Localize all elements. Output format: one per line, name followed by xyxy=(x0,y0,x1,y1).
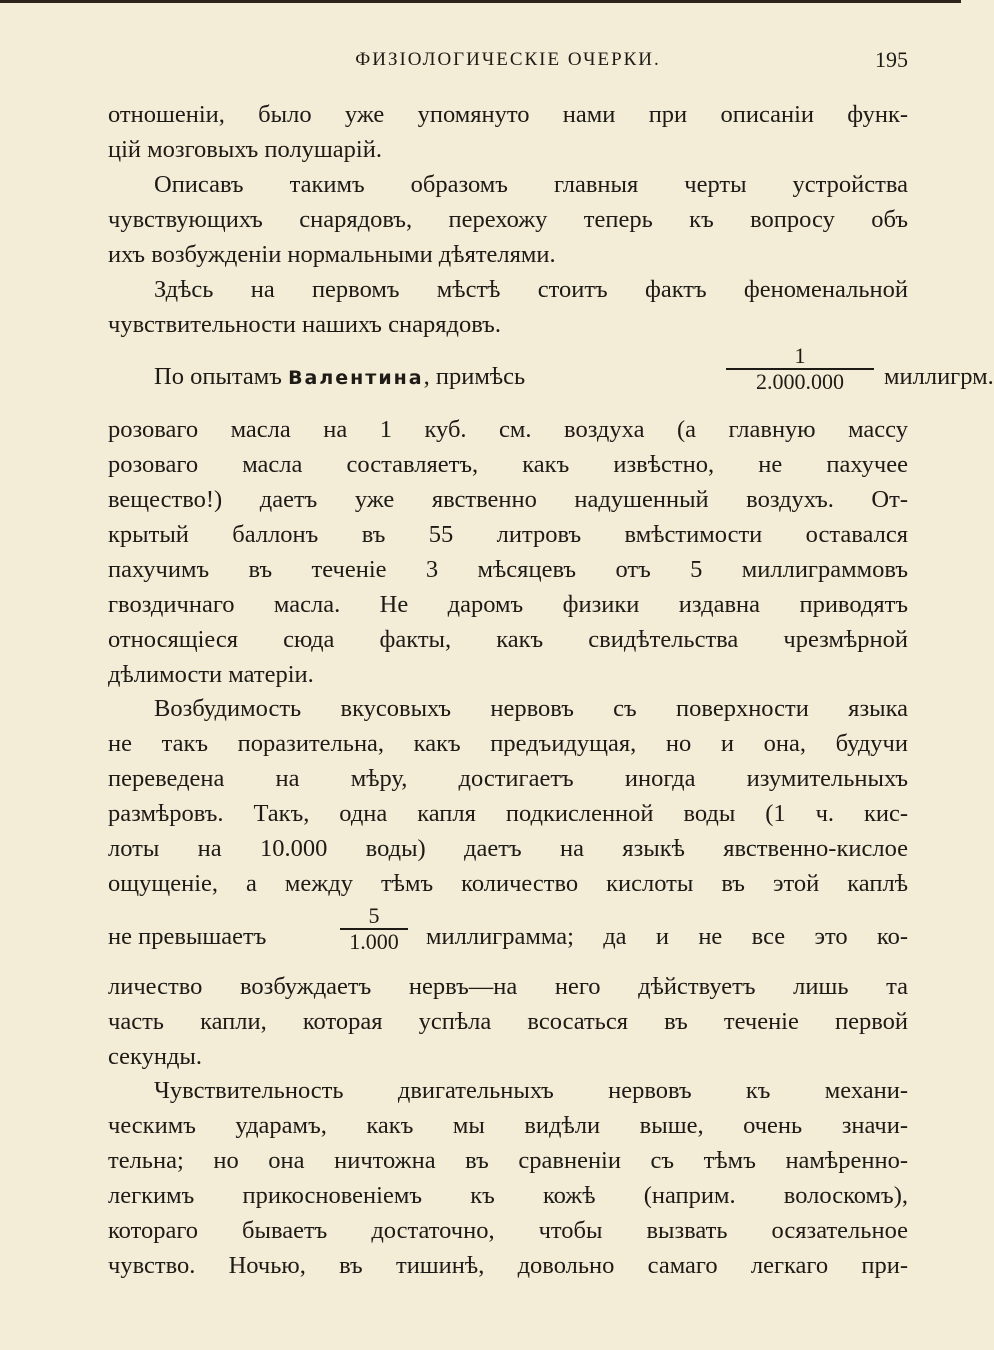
text-line: легкимъ прикосновенiемъ къ кожѣ (наприм. волоскомъ), xyxy=(108,1182,908,1209)
text-line: розоваго масла на 1 куб. см. воздуха (а главную массу xyxy=(108,416,908,443)
text-line: гвоздичнаго масла. Не даромъ физики издавна приводятъ xyxy=(108,591,908,618)
text-line: тельна; но она ничтожна въ сравненiи съ тѣмъ намѣренно- xyxy=(108,1147,908,1174)
fraction-numerator: 5 xyxy=(368,903,380,928)
formula-line xyxy=(108,904,908,964)
running-title: ФИЗIОЛОГИЧЕСКIЕ ОЧЕРКИ. xyxy=(355,49,661,70)
text-line: секунды. xyxy=(108,1043,203,1070)
text-line: котораго бываетъ достаточно, чтобы вызвать осязательное xyxy=(108,1217,908,1244)
fraction xyxy=(340,904,408,954)
formula-text-before: По опытамъ xyxy=(154,363,289,390)
page-header xyxy=(108,46,908,74)
text-line: чувствительности нашихъ снарядовъ. xyxy=(108,311,501,338)
text-line: цiй мозговыхъ полушарiй. xyxy=(108,136,382,163)
text-line: относящiеся сюда факты, какъ свидѣтельства чрезмѣрной xyxy=(108,626,908,653)
fraction xyxy=(726,344,874,394)
formula-text-after: миллиграмма; да и не все это ко- xyxy=(426,923,908,950)
text-line: Возбудимость вкусовыхъ нервовъ съ поверхности языка xyxy=(154,695,908,722)
formula-line xyxy=(108,343,994,404)
text-line: Чувствительность двигательныхъ нервовъ къ механи- xyxy=(154,1077,908,1104)
text-line: личество возбуждаетъ нервъ—на него дѣйствуетъ лишь та xyxy=(108,973,908,1000)
fraction-denominator: 2.000.000 xyxy=(756,368,844,394)
text-line: не такъ поразительна, какъ предъидущая, но и она, будучи xyxy=(108,730,908,757)
page-top-edge xyxy=(0,0,961,3)
text-line: ихъ возбужденiи нормальными дѣятелями. xyxy=(108,241,556,268)
author-name: Валентина xyxy=(288,367,424,389)
text-line: дѣлимости матерiи. xyxy=(108,661,314,688)
text-line: чувствующихъ снарядовъ, перехожу теперь къ вопросу объ xyxy=(108,206,908,233)
text-line: пахучимъ въ теченiе 3 мѣсяцевъ отъ 5 миллиграммовъ xyxy=(108,556,908,583)
text-line: вещество!) даетъ уже явственно надушенный воздухъ. От- xyxy=(108,486,908,513)
text-line: Описавъ такимъ образомъ главныя черты устройства xyxy=(154,171,908,198)
fraction-numerator: 1 xyxy=(794,343,806,368)
formula-text-before: не превышаетъ xyxy=(108,923,267,950)
text-line: лоты на 10.000 воды) даетъ на языкѣ явственно-кислое xyxy=(108,835,908,862)
text-line: размѣровъ. Такъ, одна капля подкисленной воды (1 ч. кис- xyxy=(108,800,908,827)
text-line: ощущенiе, а между тѣмъ количество кислоты въ этой каплѣ xyxy=(108,870,908,897)
text-line: розоваго масла составляетъ, какъ извѣстно, не пахучее xyxy=(108,451,908,478)
formula-text-after-name: , примѣсь xyxy=(423,363,526,390)
text-line: Здѣсь на первомъ мѣстѣ стоитъ фактъ феноменальной xyxy=(154,276,908,303)
formula-text-after: миллигрм. xyxy=(884,363,994,390)
text-line: чувство. Ночью, въ тишинѣ, довольно самаго легкаго при- xyxy=(108,1252,908,1279)
text-line: переведена на мѣру, достигаетъ иногда изумительныхъ xyxy=(108,765,908,792)
fraction-denominator: 1.000 xyxy=(349,928,399,954)
text-line: ческимъ ударамъ, какъ мы видѣли выше, очень значи- xyxy=(108,1112,908,1139)
text-line: часть капли, которая успѣла всосаться въ теченiе первой xyxy=(108,1008,908,1035)
text-line: отношенiи, было уже упомянуто нами при описанiи функ- xyxy=(108,101,908,128)
page-number: 195 xyxy=(875,47,908,72)
text-line: крытый баллонъ въ 55 литровъ вмѣстимости оставался xyxy=(108,521,908,548)
